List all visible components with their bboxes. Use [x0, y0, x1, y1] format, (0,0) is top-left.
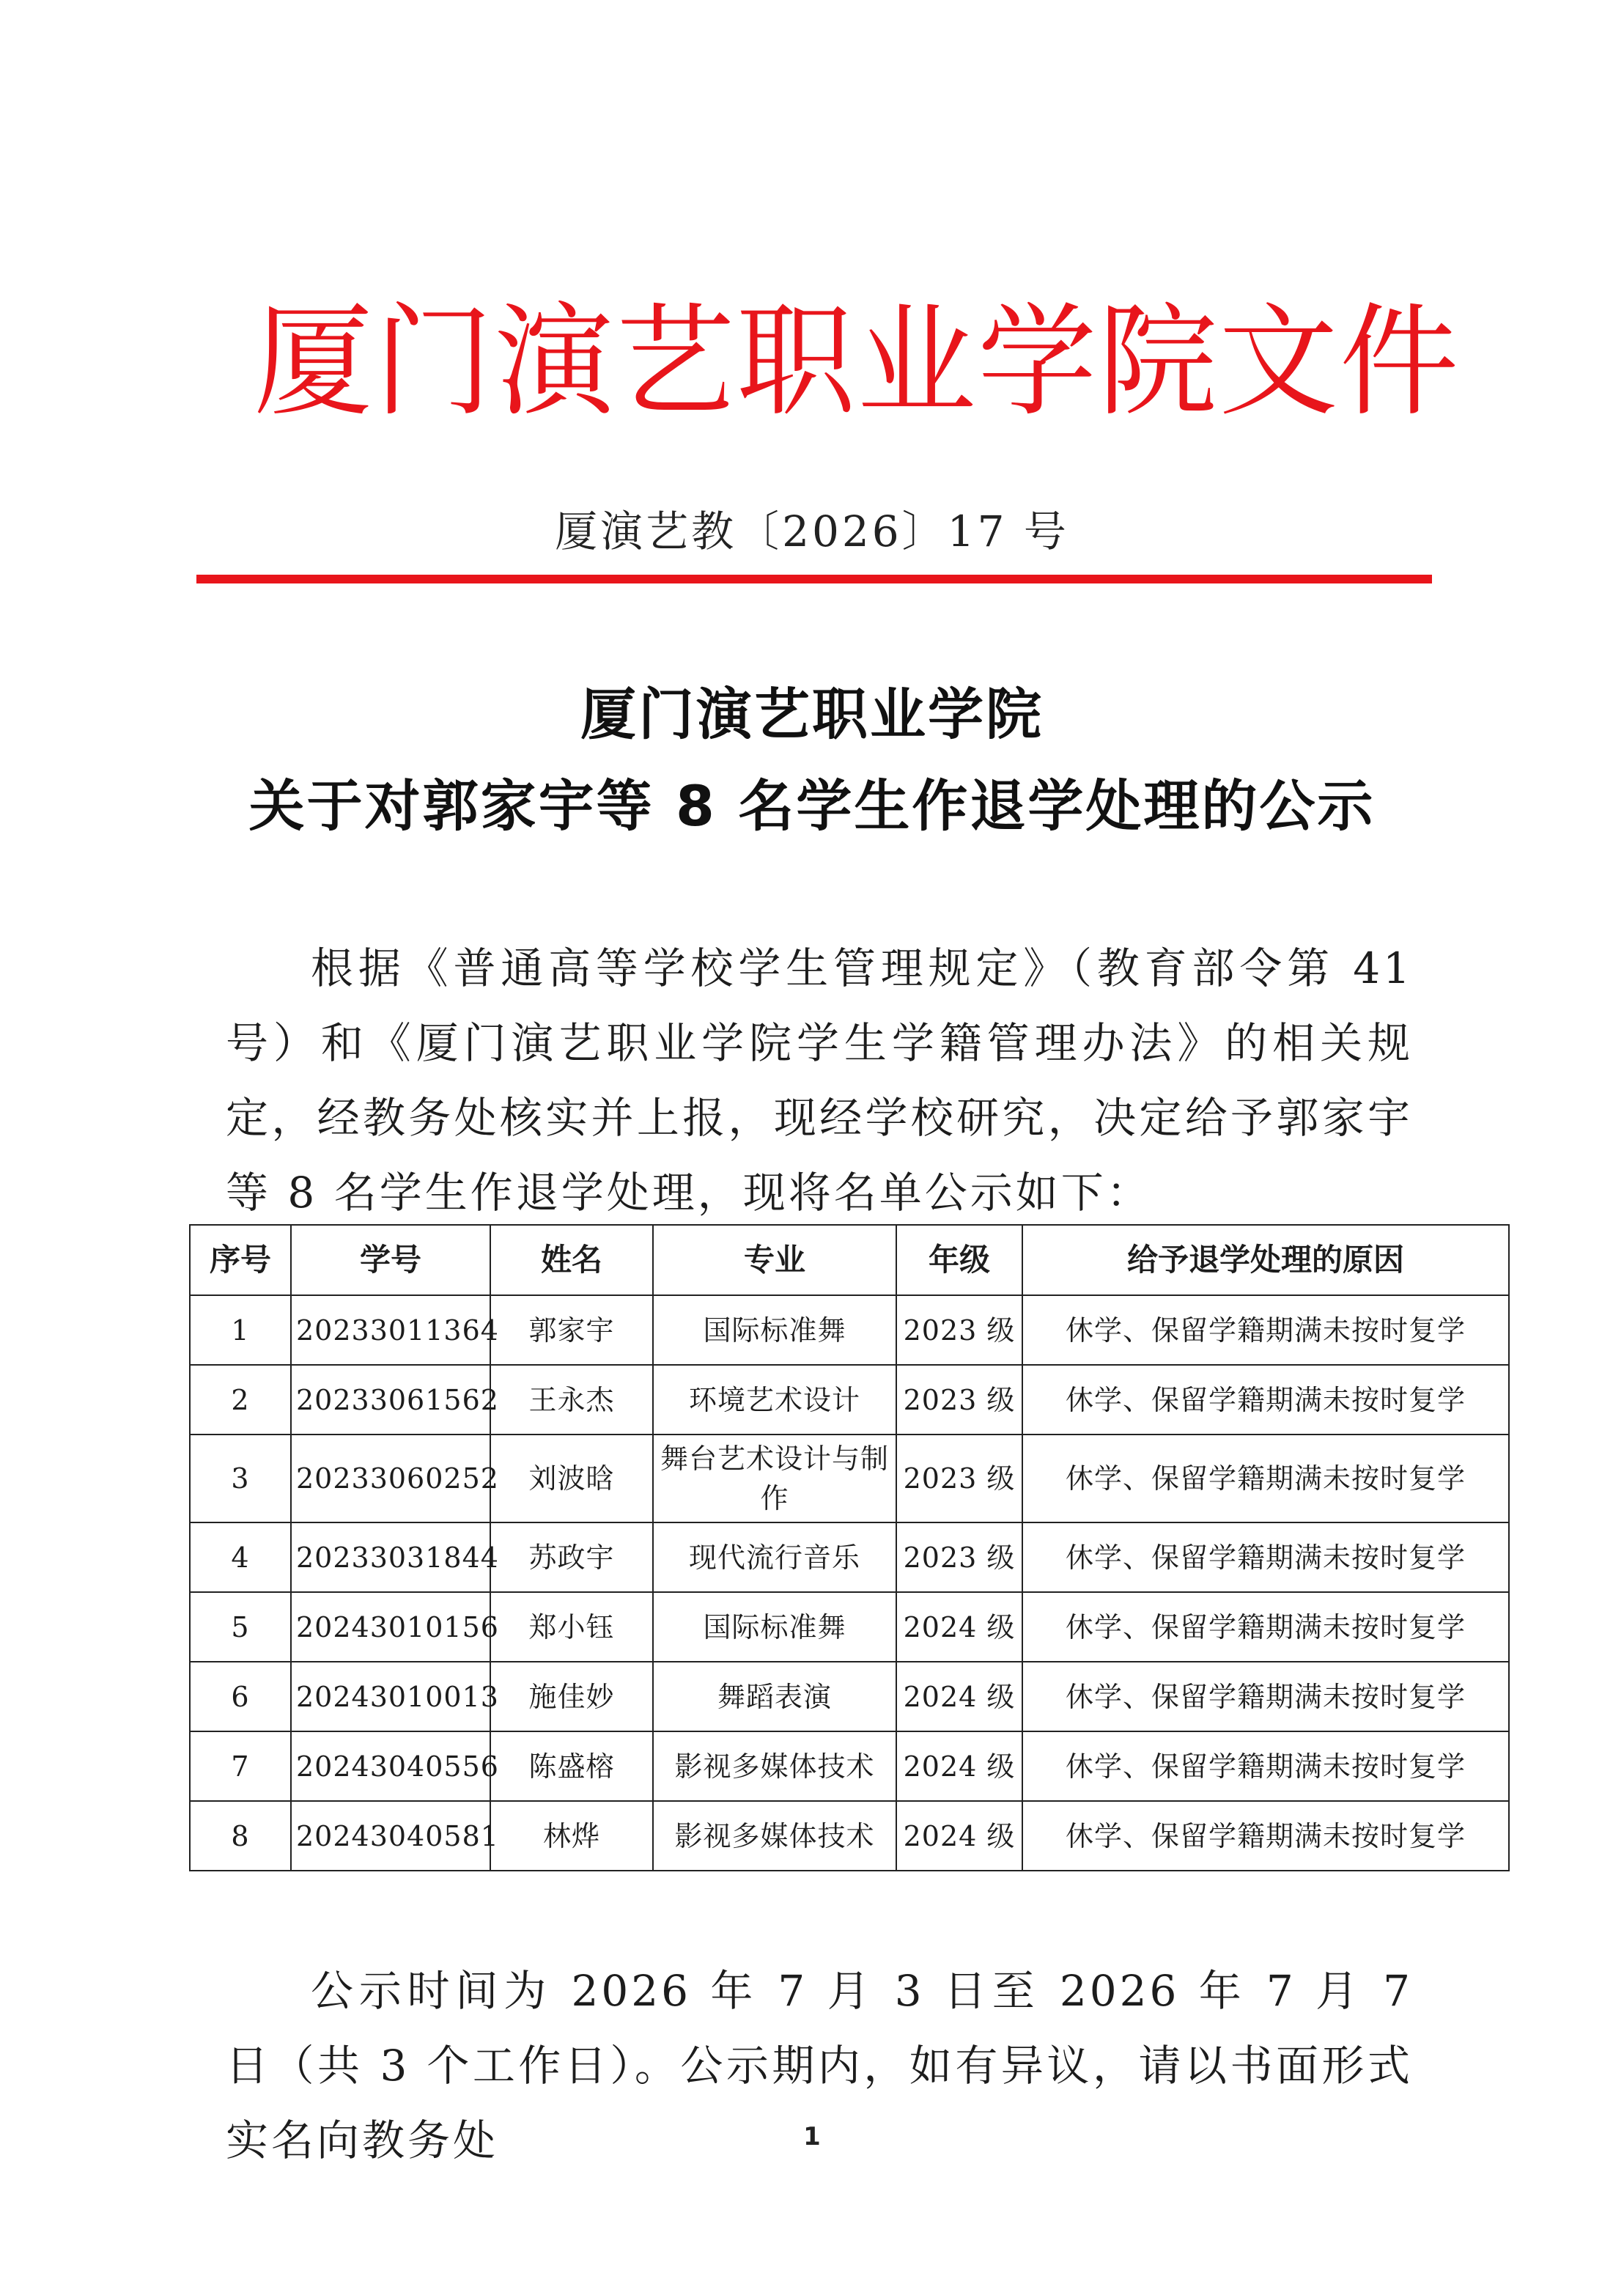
cell-student-id: 20233060252: [291, 1435, 490, 1522]
cell-major: 影视多媒体技术: [653, 1801, 896, 1871]
cell-index: 1: [190, 1295, 291, 1365]
cell-name: 刘波晗: [490, 1435, 653, 1522]
table-row: [190, 1662, 1509, 1731]
header-divider-red-line: [196, 575, 1432, 583]
cell-reason: 休学、保留学籍期满未按时复学: [1022, 1435, 1509, 1522]
cell-index: 3: [190, 1435, 291, 1522]
cell-index: 6: [190, 1662, 291, 1731]
cell-reason: 休学、保留学籍期满未按时复学: [1022, 1731, 1509, 1801]
cell-major: 国际标准舞: [653, 1295, 896, 1365]
table-row: [190, 1731, 1509, 1801]
cell-student-id: 20233061562: [291, 1365, 490, 1435]
cell-grade: 2023 级: [896, 1522, 1022, 1592]
table-row: [190, 1592, 1509, 1662]
header-cell-student-id: 学号: [291, 1225, 490, 1295]
cell-student-id: 20233011364: [291, 1295, 490, 1365]
notice-title-line-2: 关于对郭家宇等 8 名学生作退学处理的公示: [248, 773, 1376, 839]
cell-major: 舞蹈表演: [653, 1662, 896, 1731]
cell-major: 舞台艺术设计与制作: [653, 1435, 896, 1522]
cell-name: 王永杰: [490, 1365, 653, 1435]
cell-student-id: 20243010013: [291, 1662, 490, 1731]
notice-title-line-1: 厦门演艺职业学院: [580, 682, 1044, 747]
cell-major: 现代流行音乐: [653, 1522, 896, 1592]
header-cell-name: 姓名: [490, 1225, 653, 1295]
cell-major: 影视多媒体技术: [653, 1731, 896, 1801]
cell-name: 苏政宇: [490, 1522, 653, 1592]
page-number: 1: [803, 2122, 821, 2151]
cell-grade: 2024 级: [896, 1662, 1022, 1731]
cell-reason: 休学、保留学籍期满未按时复学: [1022, 1592, 1509, 1662]
cell-student-id: 20243040581: [291, 1801, 490, 1871]
document-number: 厦演艺教〔2026〕17 号: [555, 507, 1069, 556]
cell-index: 4: [190, 1522, 291, 1592]
intro-paragraph: 根据《普通高等学校学生管理规定》（教育部令第 41 号）和《厦门演艺职业学院学生学籍管理办法》的相关规定，经教务处核实并上报，现经学校研究，决定给予郭家宇等 8 名学生作退学处理，现将名单公示如下：: [226, 943, 1413, 1218]
header-cell-grade: 年级: [896, 1225, 1022, 1295]
cell-reason: 休学、保留学籍期满未按时复学: [1022, 1365, 1509, 1435]
header-cell-reason: 给予退学处理的原因: [1022, 1225, 1509, 1295]
cell-index: 5: [190, 1592, 291, 1662]
cell-grade: 2023 级: [896, 1365, 1022, 1435]
cell-name: 郑小钰: [490, 1592, 653, 1662]
cell-reason: 休学、保留学籍期满未按时复学: [1022, 1295, 1509, 1365]
cell-name: 陈盛榕: [490, 1731, 653, 1801]
document-header-banner: 厦门演艺职业学院文件: [254, 292, 1461, 433]
cell-grade: 2024 级: [896, 1731, 1022, 1801]
cell-reason: 休学、保留学籍期满未按时复学: [1022, 1662, 1509, 1731]
cell-student-id: 20233031844: [291, 1522, 490, 1592]
cell-name: 郭家宇: [490, 1295, 653, 1365]
cell-grade: 2024 级: [896, 1801, 1022, 1871]
cell-major: 环境艺术设计: [653, 1365, 896, 1435]
table-row: [190, 1801, 1509, 1871]
cell-student-id: 20243040556: [291, 1731, 490, 1801]
withdrawal-students-table: [189, 1224, 1510, 1871]
header-cell-major: 专业: [653, 1225, 896, 1295]
table-header-row: [190, 1225, 1509, 1295]
cell-student-id: 20243010156: [291, 1592, 490, 1662]
table-row: [190, 1295, 1509, 1365]
cell-reason: 休学、保留学籍期满未按时复学: [1022, 1522, 1509, 1592]
cell-name: 施佳妙: [490, 1662, 653, 1731]
table-row: [190, 1522, 1509, 1592]
table-row: [190, 1365, 1509, 1435]
cell-major: 国际标准舞: [653, 1592, 896, 1662]
cell-name: 林烨: [490, 1801, 653, 1871]
header-cell-index: 序号: [190, 1225, 291, 1295]
cell-index: 2: [190, 1365, 291, 1435]
notice-period-paragraph: 公示时间为 2026 年 7 月 3 日至 2026 年 7 月 7 日（共 3 个工作日）。公示期内，如有异议，请以书面形式实名向教务处: [226, 1966, 1413, 2165]
cell-index: 8: [190, 1801, 291, 1871]
cell-grade: 2023 级: [896, 1295, 1022, 1365]
cell-grade: 2024 级: [896, 1592, 1022, 1662]
cell-reason: 休学、保留学籍期满未按时复学: [1022, 1801, 1509, 1871]
cell-index: 7: [190, 1731, 291, 1801]
table-row: [190, 1435, 1509, 1522]
cell-grade: 2023 级: [896, 1435, 1022, 1522]
